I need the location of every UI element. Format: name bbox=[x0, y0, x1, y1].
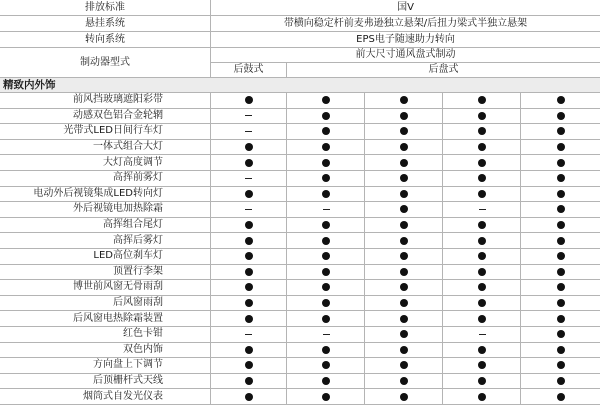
filled-circle-icon bbox=[478, 190, 486, 198]
filled-circle-icon bbox=[478, 237, 486, 245]
standard-equipment-dot bbox=[365, 311, 443, 326]
standard-equipment-dot bbox=[365, 389, 443, 404]
standard-equipment-dot bbox=[443, 343, 521, 358]
filled-circle-icon bbox=[322, 252, 330, 260]
feature-label: 博世前风窗无骨雨刮 bbox=[73, 281, 163, 293]
not-available-dash bbox=[211, 202, 286, 217]
standard-equipment-dot bbox=[365, 140, 443, 155]
feature-row bbox=[0, 171, 600, 187]
filled-circle-icon bbox=[245, 96, 253, 104]
standard-equipment-dot bbox=[521, 155, 600, 170]
filled-circle-icon bbox=[245, 393, 253, 401]
standard-equipment-dot bbox=[521, 311, 600, 326]
section-title: 精致内外饰 bbox=[3, 78, 56, 91]
filled-circle-icon bbox=[400, 96, 408, 104]
filled-circle-icon bbox=[245, 283, 253, 291]
filled-circle-icon bbox=[400, 112, 408, 120]
standard-equipment-dot bbox=[211, 187, 286, 202]
filled-circle-icon bbox=[557, 127, 565, 135]
standard-equipment-dot bbox=[287, 109, 365, 124]
standard-equipment-dot bbox=[521, 109, 600, 124]
standard-equipment-dot bbox=[443, 358, 521, 373]
standard-equipment-dot bbox=[287, 280, 365, 295]
not-available-dash bbox=[211, 124, 286, 139]
spec-value-brake-front: 前大尺寸通风盘式制动 bbox=[355, 49, 456, 60]
filled-circle-icon bbox=[400, 393, 408, 401]
standard-equipment-dot bbox=[521, 389, 600, 404]
filled-circle-icon bbox=[400, 330, 408, 338]
standard-equipment-dot bbox=[443, 249, 521, 264]
filled-circle-icon bbox=[245, 190, 253, 198]
spec-label-emission: 排放标准 bbox=[85, 1, 125, 13]
feature-label: 后风窗雨刮 bbox=[113, 297, 163, 309]
not-available-dash bbox=[211, 327, 286, 342]
filled-circle-icon bbox=[400, 315, 408, 323]
standard-equipment-dot bbox=[211, 218, 286, 233]
standard-equipment-dot bbox=[365, 202, 443, 217]
filled-circle-icon bbox=[322, 96, 330, 104]
spec-label-steering: 转向系统 bbox=[85, 33, 125, 45]
standard-equipment-dot bbox=[211, 93, 286, 108]
filled-circle-icon bbox=[557, 330, 565, 338]
standard-equipment-dot bbox=[521, 343, 600, 358]
feature-row bbox=[0, 233, 600, 249]
filled-circle-icon bbox=[400, 205, 408, 213]
standard-equipment-dot bbox=[521, 187, 600, 202]
standard-equipment-dot bbox=[211, 374, 286, 389]
filled-circle-icon bbox=[245, 315, 253, 323]
filled-circle-icon bbox=[557, 393, 565, 401]
not-available-dash bbox=[287, 202, 365, 217]
standard-equipment-dot bbox=[365, 171, 443, 186]
spec-row-emission bbox=[0, 0, 600, 16]
filled-circle-icon bbox=[245, 299, 253, 307]
filled-circle-icon bbox=[245, 237, 253, 245]
filled-circle-icon bbox=[322, 315, 330, 323]
feature-row bbox=[0, 389, 600, 405]
standard-equipment-dot bbox=[365, 374, 443, 389]
standard-equipment-dot bbox=[443, 296, 521, 311]
dash-icon bbox=[245, 334, 252, 335]
standard-equipment-dot bbox=[365, 249, 443, 264]
filled-circle-icon bbox=[400, 299, 408, 307]
standard-equipment-dot bbox=[287, 140, 365, 155]
feature-row bbox=[0, 202, 600, 218]
filled-circle-icon bbox=[322, 159, 330, 167]
filled-circle-icon bbox=[478, 268, 486, 276]
filled-circle-icon bbox=[400, 361, 408, 369]
standard-equipment-dot bbox=[365, 265, 443, 280]
feature-row bbox=[0, 109, 600, 125]
spec-value-brake-rear-disc: 后盘式 bbox=[428, 64, 459, 75]
standard-equipment-dot bbox=[365, 233, 443, 248]
standard-equipment-dot bbox=[365, 124, 443, 139]
filled-circle-icon bbox=[322, 143, 330, 151]
spec-value-emission: 国V bbox=[397, 1, 414, 13]
standard-equipment-dot bbox=[521, 327, 600, 342]
filled-circle-icon bbox=[400, 268, 408, 276]
standard-equipment-dot bbox=[287, 187, 365, 202]
feature-label: 高挥前雾灯 bbox=[113, 172, 163, 184]
standard-equipment-dot bbox=[443, 265, 521, 280]
filled-circle-icon bbox=[245, 143, 253, 151]
feature-row bbox=[0, 124, 600, 140]
filled-circle-icon bbox=[322, 346, 330, 354]
standard-equipment-dot bbox=[287, 389, 365, 404]
filled-circle-icon bbox=[322, 237, 330, 245]
filled-circle-icon bbox=[400, 143, 408, 151]
standard-equipment-dot bbox=[211, 296, 286, 311]
filled-circle-icon bbox=[478, 127, 486, 135]
standard-equipment-dot bbox=[521, 140, 600, 155]
dash-icon bbox=[323, 334, 330, 335]
filled-circle-icon bbox=[478, 96, 486, 104]
feature-row bbox=[0, 374, 600, 390]
standard-equipment-dot bbox=[287, 218, 365, 233]
spec-label-brake: 制动器型式 bbox=[80, 56, 130, 68]
spec-row-steering bbox=[0, 32, 600, 48]
standard-equipment-dot bbox=[287, 233, 365, 248]
filled-circle-icon bbox=[322, 221, 330, 229]
feature-row bbox=[0, 311, 600, 327]
standard-equipment-dot bbox=[211, 343, 286, 358]
feature-label: 前风挡玻璃遮阳彩带 bbox=[73, 94, 163, 106]
standard-equipment-dot bbox=[287, 343, 365, 358]
standard-equipment-dot bbox=[521, 171, 600, 186]
feature-row bbox=[0, 343, 600, 359]
spec-label-suspension: 悬挂系统 bbox=[85, 17, 125, 29]
feature-label: 一体式组合大灯 bbox=[93, 141, 163, 153]
standard-equipment-dot bbox=[443, 233, 521, 248]
filled-circle-icon bbox=[557, 268, 565, 276]
standard-equipment-dot bbox=[287, 374, 365, 389]
standard-equipment-dot bbox=[211, 265, 286, 280]
filled-circle-icon bbox=[322, 112, 330, 120]
standard-equipment-dot bbox=[365, 218, 443, 233]
standard-equipment-dot bbox=[521, 296, 600, 311]
standard-equipment-dot bbox=[365, 155, 443, 170]
standard-equipment-dot bbox=[287, 124, 365, 139]
standard-equipment-dot bbox=[443, 218, 521, 233]
standard-equipment-dot bbox=[443, 187, 521, 202]
standard-equipment-dot bbox=[287, 296, 365, 311]
filled-circle-icon bbox=[557, 346, 565, 354]
filled-circle-icon bbox=[478, 221, 486, 229]
filled-circle-icon bbox=[245, 159, 253, 167]
filled-circle-icon bbox=[557, 361, 565, 369]
filled-circle-icon bbox=[322, 377, 330, 385]
filled-circle-icon bbox=[400, 346, 408, 354]
standard-equipment-dot bbox=[521, 358, 600, 373]
standard-equipment-dot bbox=[287, 155, 365, 170]
feature-row bbox=[0, 296, 600, 312]
filled-circle-icon bbox=[478, 174, 486, 182]
standard-equipment-dot bbox=[521, 233, 600, 248]
filled-circle-icon bbox=[245, 377, 253, 385]
standard-equipment-dot bbox=[365, 327, 443, 342]
feature-label: LED高位刹车灯 bbox=[93, 250, 163, 262]
filled-circle-icon bbox=[557, 205, 565, 213]
standard-equipment-dot bbox=[521, 265, 600, 280]
standard-equipment-dot bbox=[443, 140, 521, 155]
standard-equipment-dot bbox=[211, 233, 286, 248]
feature-row bbox=[0, 140, 600, 156]
filled-circle-icon bbox=[478, 283, 486, 291]
filled-circle-icon bbox=[557, 221, 565, 229]
filled-circle-icon bbox=[557, 377, 565, 385]
filled-circle-icon bbox=[557, 143, 565, 151]
filled-circle-icon bbox=[478, 143, 486, 151]
feature-label: 方向盘上下调节 bbox=[93, 359, 163, 371]
feature-label: 高挥后雾灯 bbox=[113, 234, 163, 246]
standard-equipment-dot bbox=[365, 109, 443, 124]
standard-equipment-dot bbox=[443, 124, 521, 139]
standard-equipment-dot bbox=[211, 358, 286, 373]
feature-label: 双色内饰 bbox=[123, 343, 163, 355]
standard-equipment-dot bbox=[211, 280, 286, 295]
standard-equipment-dot bbox=[211, 389, 286, 404]
filled-circle-icon bbox=[557, 159, 565, 167]
standard-equipment-dot bbox=[365, 296, 443, 311]
filled-circle-icon bbox=[322, 299, 330, 307]
spec-row-brake bbox=[0, 48, 600, 78]
dash-icon bbox=[245, 178, 252, 179]
standard-equipment-dot bbox=[287, 93, 365, 108]
standard-equipment-dot bbox=[287, 311, 365, 326]
feature-label: 动感双色铝合金轮辋 bbox=[73, 109, 163, 121]
feature-label: 后顶栅杆式天线 bbox=[93, 375, 163, 387]
feature-row bbox=[0, 218, 600, 234]
not-available-dash bbox=[443, 327, 521, 342]
standard-equipment-dot bbox=[521, 93, 600, 108]
filled-circle-icon bbox=[322, 190, 330, 198]
feature-label: 光带式LED日间行车灯 bbox=[63, 125, 163, 137]
standard-equipment-dot bbox=[443, 93, 521, 108]
standard-equipment-dot bbox=[443, 155, 521, 170]
filled-circle-icon bbox=[400, 159, 408, 167]
filled-circle-icon bbox=[478, 346, 486, 354]
standard-equipment-dot bbox=[521, 218, 600, 233]
feature-label: 高挥组合尾灯 bbox=[103, 219, 163, 231]
filled-circle-icon bbox=[400, 283, 408, 291]
filled-circle-icon bbox=[478, 159, 486, 167]
standard-equipment-dot bbox=[443, 109, 521, 124]
filled-circle-icon bbox=[322, 393, 330, 401]
feature-label: 烟筒式自发光仪表 bbox=[83, 390, 163, 402]
dash-icon bbox=[479, 334, 486, 335]
standard-equipment-dot bbox=[287, 171, 365, 186]
filled-circle-icon bbox=[400, 190, 408, 198]
filled-circle-icon bbox=[322, 361, 330, 369]
standard-equipment-dot bbox=[211, 155, 286, 170]
not-available-dash bbox=[211, 171, 286, 186]
standard-equipment-dot bbox=[365, 187, 443, 202]
feature-row bbox=[0, 280, 600, 296]
filled-circle-icon bbox=[557, 96, 565, 104]
filled-circle-icon bbox=[400, 221, 408, 229]
filled-circle-icon bbox=[478, 112, 486, 120]
filled-circle-icon bbox=[557, 190, 565, 198]
dash-icon bbox=[245, 115, 252, 116]
not-available-dash bbox=[287, 327, 365, 342]
spec-value-brake-rear-drum: 后鼓式 bbox=[233, 64, 264, 75]
standard-equipment-dot bbox=[287, 249, 365, 264]
standard-equipment-dot bbox=[287, 358, 365, 373]
dash-icon bbox=[245, 209, 252, 210]
standard-equipment-dot bbox=[521, 374, 600, 389]
standard-equipment-dot bbox=[443, 311, 521, 326]
standard-equipment-dot bbox=[443, 374, 521, 389]
not-available-dash bbox=[443, 202, 521, 217]
feature-label: 顶置行李架 bbox=[113, 265, 163, 277]
filled-circle-icon bbox=[245, 268, 253, 276]
standard-equipment-dot bbox=[521, 202, 600, 217]
standard-equipment-dot bbox=[521, 249, 600, 264]
spec-value-steering: EPS电子随速助力转向 bbox=[356, 33, 455, 45]
standard-equipment-dot bbox=[211, 311, 286, 326]
filled-circle-icon bbox=[400, 252, 408, 260]
standard-equipment-dot bbox=[443, 389, 521, 404]
dash-icon bbox=[479, 209, 486, 210]
filled-circle-icon bbox=[557, 299, 565, 307]
standard-equipment-dot bbox=[521, 280, 600, 295]
filled-circle-icon bbox=[322, 174, 330, 182]
filled-circle-icon bbox=[478, 252, 486, 260]
filled-circle-icon bbox=[322, 283, 330, 291]
spec-row-suspension bbox=[0, 16, 600, 32]
feature-label: 大灯高度调节 bbox=[103, 156, 163, 168]
dash-icon bbox=[323, 209, 330, 210]
filled-circle-icon bbox=[245, 361, 253, 369]
filled-circle-icon bbox=[557, 237, 565, 245]
filled-circle-icon bbox=[400, 174, 408, 182]
feature-label: 后风窗电热除霜装置 bbox=[73, 312, 163, 324]
standard-equipment-dot bbox=[365, 358, 443, 373]
filled-circle-icon bbox=[245, 221, 253, 229]
filled-circle-icon bbox=[557, 315, 565, 323]
not-available-dash bbox=[211, 109, 286, 124]
filled-circle-icon bbox=[245, 346, 253, 354]
standard-equipment-dot bbox=[443, 280, 521, 295]
filled-circle-icon bbox=[557, 112, 565, 120]
filled-circle-icon bbox=[478, 299, 486, 307]
standard-equipment-dot bbox=[287, 265, 365, 280]
standard-equipment-dot bbox=[365, 93, 443, 108]
feature-row bbox=[0, 327, 600, 343]
section-heading bbox=[0, 78, 600, 93]
standard-equipment-dot bbox=[365, 343, 443, 358]
standard-equipment-dot bbox=[211, 140, 286, 155]
feature-row bbox=[0, 155, 600, 171]
filled-circle-icon bbox=[478, 393, 486, 401]
filled-circle-icon bbox=[322, 127, 330, 135]
feature-label: 外后视镜电加热除霜 bbox=[73, 203, 163, 215]
feature-label: 电动外后视镜集成LED转向灯 bbox=[33, 187, 163, 199]
filled-circle-icon bbox=[245, 252, 253, 260]
filled-circle-icon bbox=[400, 127, 408, 135]
standard-equipment-dot bbox=[211, 249, 286, 264]
standard-equipment-dot bbox=[443, 171, 521, 186]
feature-row bbox=[0, 265, 600, 281]
filled-circle-icon bbox=[322, 268, 330, 276]
filled-circle-icon bbox=[478, 377, 486, 385]
spec-value-suspension: 带横向稳定杆前麦弗逊独立悬架/后扭力梁式半独立悬架 bbox=[283, 17, 528, 29]
filled-circle-icon bbox=[400, 377, 408, 385]
feature-row bbox=[0, 93, 600, 109]
feature-label: 红色卡钳 bbox=[123, 328, 163, 340]
standard-equipment-dot bbox=[521, 124, 600, 139]
filled-circle-icon bbox=[557, 252, 565, 260]
filled-circle-icon bbox=[400, 237, 408, 245]
feature-row bbox=[0, 187, 600, 203]
filled-circle-icon bbox=[557, 174, 565, 182]
filled-circle-icon bbox=[478, 361, 486, 369]
filled-circle-icon bbox=[478, 315, 486, 323]
dash-icon bbox=[245, 131, 252, 132]
standard-equipment-dot bbox=[365, 280, 443, 295]
feature-row bbox=[0, 249, 600, 265]
filled-circle-icon bbox=[557, 283, 565, 291]
feature-row bbox=[0, 358, 600, 374]
